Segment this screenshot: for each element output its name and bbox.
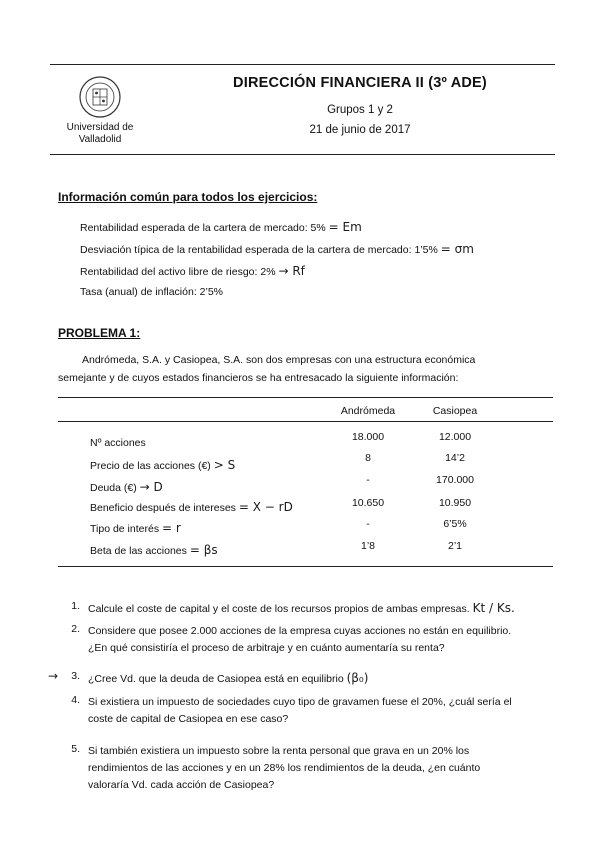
- handwritten-note: = Em: [328, 220, 362, 234]
- problem-heading: PROBLEMA 1:: [58, 326, 141, 340]
- university-line-1: Universidad de: [66, 122, 134, 133]
- university-line-2: Valladolid: [78, 134, 122, 145]
- groups-text: Grupos 1 y 2: [327, 104, 393, 116]
- common-info-item: Desviación típica de la rentabilidad esperada de la cartera de mercado: 1’5% = σm: [80, 242, 474, 256]
- handwritten-note: Kt / Ks.: [472, 601, 515, 615]
- column-header-casiopea: Casiopea: [432, 405, 478, 417]
- handwritten-arrow: →: [48, 669, 59, 683]
- table-header-rule: [58, 421, 553, 422]
- page-title: DIRECCIÓN FINANCIERA II (3º ADE): [233, 75, 487, 91]
- university-seal-icon: [78, 75, 122, 119]
- problem-intro-line-2: semejante y de cuyos estados financieros se ha entresacado la siguiente información:: [58, 372, 459, 384]
- handwritten-note: → Rf: [278, 264, 305, 278]
- common-info-heading: Información común para todos los ejercicios:: [58, 190, 318, 204]
- common-info-item: Tasa (anual) de inflación: 2’5%: [80, 286, 224, 298]
- handwritten-note: (β₀): [346, 671, 369, 685]
- problem-intro-line-1: Andrómeda, S.A. y Casiopea, S.A. son dos empresas con una estructura económica: [82, 354, 476, 366]
- handwritten-note: = X − rD: [238, 500, 293, 514]
- table-top-rule: [58, 397, 553, 398]
- common-info-item: Rentabilidad del activo libre de riesgo: 2% → Rf: [80, 264, 305, 278]
- common-info-item: Rentabilidad esperada de la cartera de mercado: 5% = Em: [80, 220, 362, 234]
- handwritten-note: = r: [162, 521, 181, 535]
- university-name: [55, 122, 145, 146]
- bottom-rule: [50, 154, 555, 155]
- top-rule: [50, 64, 555, 65]
- handwritten-note: → D: [139, 480, 163, 494]
- table-bottom-rule: [58, 566, 553, 567]
- handwritten-note: > S: [213, 458, 236, 472]
- column-header-andromeda: Andrómeda: [340, 405, 396, 417]
- handwritten-note: = σm: [440, 242, 474, 256]
- handwritten-note: = βs: [189, 543, 218, 557]
- exam-date: 21 de junio de 2017: [309, 124, 411, 136]
